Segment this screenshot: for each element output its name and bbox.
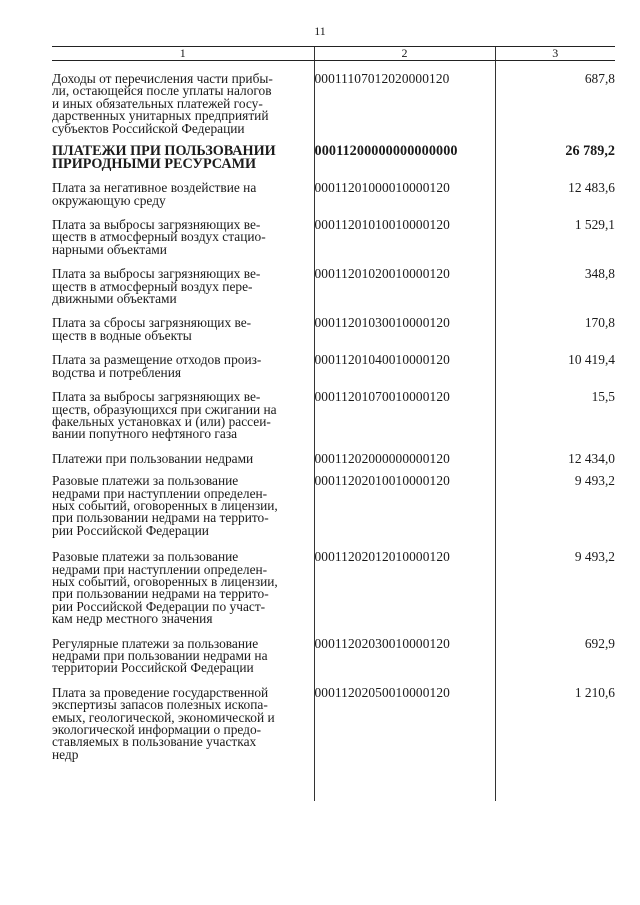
- row-amount-cell: [495, 626, 615, 675]
- row-amount-cell-text: 1 529,1: [574, 217, 615, 233]
- table-header-row: [52, 47, 615, 61]
- column-header-2: 2: [314, 47, 495, 61]
- row-code-cell-text: 00011200000000000000: [314, 143, 458, 160]
- row-code-cell-text: 00011202010010000120: [314, 473, 450, 489]
- row-code-cell: [314, 537, 495, 625]
- row-name-cell: [52, 256, 314, 305]
- table-row: [52, 256, 615, 305]
- row-amount-cell: [495, 465, 615, 537]
- table-row: [52, 626, 615, 675]
- row-code-cell-text: 00011202030010000120: [314, 635, 450, 651]
- table-row: [52, 135, 615, 170]
- page-number: 11: [314, 24, 326, 38]
- row-name-cell: [52, 170, 314, 207]
- row-amount-cell: [495, 305, 615, 342]
- row-name-cell: [52, 135, 314, 170]
- row-name-cell-text: Плата за проведение государственной экспертизы запасов полезных ископа- емых, геологической, экономической и экологической информации о предо- ставляемых в пользование участках недр: [52, 684, 275, 762]
- row-name-cell-text: Плата за выбросы загрязняющих ве- ществ в атмосферный воздух пере- движными объектами: [52, 266, 261, 307]
- row-name-cell: [52, 465, 314, 537]
- row-name-cell-text: Плата за негативное воздействие на окружающую среду: [52, 180, 257, 208]
- row-amount-cell: [495, 537, 615, 625]
- row-code-cell: [314, 207, 495, 256]
- row-name-cell-text: Платежи при пользовании недрами: [52, 450, 254, 466]
- row-amount-cell-text: 26 789,2: [565, 143, 615, 160]
- row-amount-cell: [495, 342, 615, 379]
- row-code-cell-text: 00011201070010000120: [314, 389, 450, 405]
- row-code-cell-text: 00011201010010000120: [314, 217, 450, 233]
- row-amount-cell: [495, 61, 615, 136]
- revenue-table: [52, 46, 615, 801]
- table-row: [52, 61, 615, 136]
- column-header-1: 1: [52, 47, 314, 61]
- table-body: [52, 61, 615, 802]
- table-filler-row: [52, 761, 615, 801]
- row-name-cell-text: ПЛАТЕЖИ ПРИ ПОЛЬЗОВАНИИ ПРИРОДНЫМИ РЕСУРСАМИ: [52, 143, 276, 172]
- row-amount-cell: [495, 675, 615, 761]
- row-name-cell: [52, 441, 314, 465]
- table-row: [52, 675, 615, 761]
- row-name-cell: [52, 537, 314, 625]
- row-code-cell: [314, 626, 495, 675]
- row-name-cell-text: Плата за сбросы загрязняющих ве- ществ в водные объекты: [52, 315, 252, 343]
- row-code-cell-text: 00011202050010000120: [314, 684, 450, 700]
- column-header-3: 3: [495, 47, 615, 61]
- table-row: [52, 207, 615, 256]
- row-name-cell-text: Доходы от перечисления части прибы- ли, остающейся после уплаты налогов и иных обязательных платежей госу- дарственных унитарных предприятий субъектов Российской Федерации: [52, 71, 273, 136]
- row-amount-cell-text: 170,8: [584, 315, 615, 331]
- row-name-cell-text: Плата за выбросы загрязняющих ве- ществ, образующихся при сжигании на факельных установках и (или) рассеи- вании попутного нефтяного газа: [52, 389, 277, 442]
- empty-cell: [314, 761, 495, 801]
- row-code-cell: [314, 465, 495, 537]
- row-name-cell-text: Разовые платежи за пользование недрами при наступлении определен- ных событий, оговоренных в лицензии, при пользовании недрами на террито- рии Российской Федерации по участ- кам недр местного значения: [52, 549, 278, 627]
- row-code-cell: [314, 305, 495, 342]
- row-code-cell-text: 00011201020010000120: [314, 266, 450, 282]
- row-code-cell: [314, 256, 495, 305]
- row-name-cell: [52, 379, 314, 441]
- row-name-cell-text: Плата за размещение отходов произ- водства и потребления: [52, 352, 262, 380]
- row-amount-cell-text: 10 419,4: [568, 352, 615, 368]
- row-amount-cell-text: 12 483,6: [568, 180, 615, 196]
- row-amount-cell: [495, 170, 615, 207]
- row-amount-cell: [495, 207, 615, 256]
- table-row: [52, 305, 615, 342]
- empty-cell: [495, 761, 615, 801]
- row-code-cell-text: 00011202012010000120: [314, 549, 450, 565]
- row-amount-cell-text: 12 434,0: [568, 450, 615, 466]
- row-amount-cell-text: 15,5: [591, 389, 615, 405]
- row-name-cell: [52, 626, 314, 675]
- row-code-cell: [314, 675, 495, 761]
- table-row: [52, 537, 615, 625]
- empty-cell: [52, 761, 314, 801]
- row-amount-cell: [495, 256, 615, 305]
- row-code-cell-text: 00011201040010000120: [314, 352, 450, 368]
- row-code-cell: [314, 342, 495, 379]
- row-amount-cell-text: 1 210,6: [574, 684, 615, 700]
- row-code-cell: [314, 61, 495, 136]
- row-amount-cell-text: 9 493,2: [574, 549, 615, 565]
- row-name-cell: [52, 342, 314, 379]
- row-amount-cell-text: 692,9: [584, 635, 615, 651]
- row-code-cell: [314, 379, 495, 441]
- row-code-cell-text: 00011201000010000120: [314, 180, 450, 196]
- table-row: [52, 441, 615, 465]
- row-code-cell: [314, 135, 495, 170]
- row-name-cell: [52, 207, 314, 256]
- row-name-cell-text: Регулярные платежи за пользование недрами при пользовании недрами на территории Российской Федерации: [52, 635, 268, 676]
- table-row: [52, 342, 615, 379]
- row-amount-cell: [495, 379, 615, 441]
- table-row: [52, 465, 615, 537]
- row-code-cell-text: 00011201030010000120: [314, 315, 450, 331]
- row-name-cell-text: Плата за выбросы загрязняющих ве- ществ в атмосферный воздух стацио- нарными объектами: [52, 217, 266, 257]
- row-amount-cell-text: 9 493,2: [574, 473, 615, 489]
- row-code-cell-text: 00011107012020000120: [314, 71, 450, 86]
- row-code-cell: [314, 170, 495, 207]
- row-amount-cell-text: 687,8: [584, 71, 615, 86]
- row-name-cell-text: Разовые платежи за пользование недрами при наступлении определен- ных событий, оговоренных в лицензии, при пользовании недрами на террито- рии Российской Федерации: [52, 473, 278, 538]
- row-name-cell: [52, 61, 314, 136]
- row-amount-cell: [495, 135, 615, 170]
- row-name-cell: [52, 675, 314, 761]
- row-amount-cell: [495, 441, 615, 465]
- row-name-cell: [52, 305, 314, 342]
- row-code-cell: [314, 441, 495, 465]
- row-amount-cell-text: 348,8: [584, 266, 615, 282]
- table-row: [52, 170, 615, 207]
- row-code-cell-text: 00011202000000000120: [314, 450, 450, 466]
- table-row: [52, 379, 615, 441]
